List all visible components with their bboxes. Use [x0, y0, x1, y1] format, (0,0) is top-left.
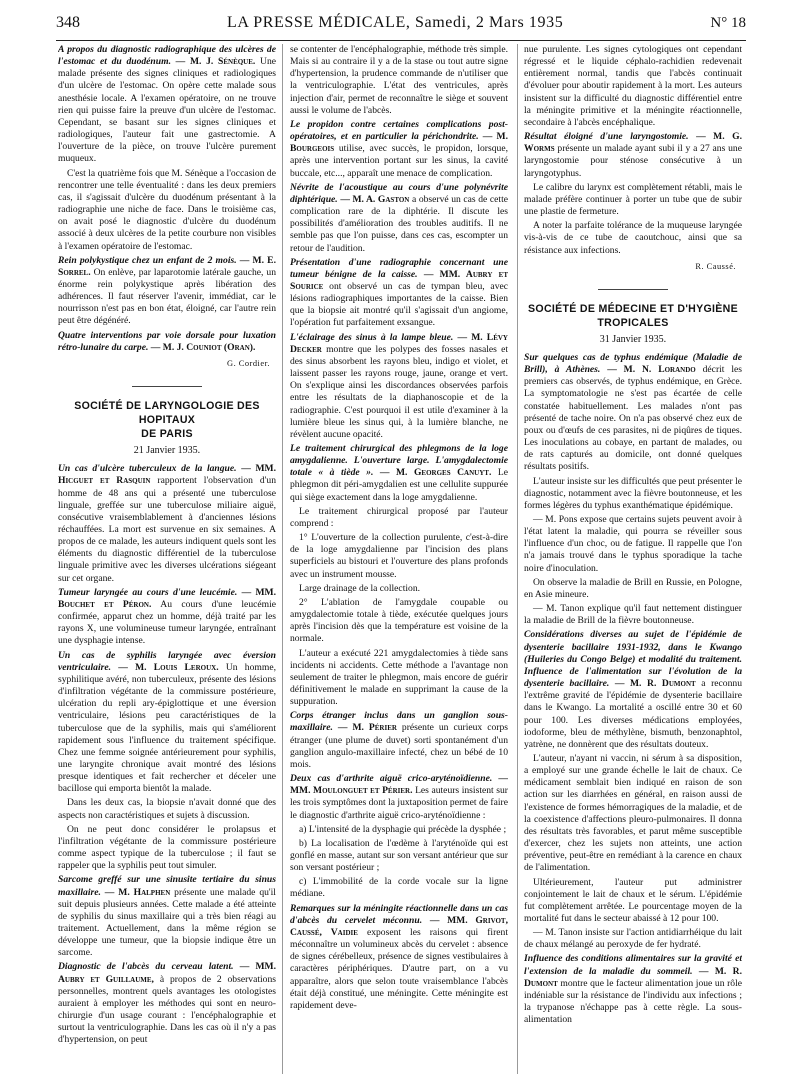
article-author: — M. Périer — [337, 722, 397, 734]
article-text: a reconnu l'extrême gravité de l'épidémie de dysenterie bacillaire dans le Kwango. La mortalité a oscillé entre 30 et 60 pour 100. Les diverses médications employées, iodoforme, bleu de méthylène, bismuth, benzonaphtol, yatrène, ne donnèrent que des résultats douteux. — [524, 678, 742, 750]
paragraph: — M. Pons expose que certains sujets peuvent avoir à l'état latent la maladie, qui pourra se réveiller sous l'influence d'un choc, ou de fatigue. Il rappelle que l'on n'a jamais trouvé dans le typhus sporadique la tache noire d'inoculation. — [524, 514, 742, 574]
article-title: Le traitement chirurgical des phlegmons de la loge amygdalienne. L'ouverture large. L'amygdalectomie totale « à tiède ». — [290, 443, 508, 479]
column-separator — [282, 44, 283, 1074]
article-text: Au cours d'une leucémie confirmée, apparut chez un homme, déjà traité par les rayons X, une volumineuse tumeur laryngée, entraînant une dysphagie intense. — [58, 598, 276, 647]
article-author: — M. E. Sorrel. — [58, 254, 276, 278]
article-text: Un homme, syphilitique avéré, non tuberculeux, présente des lésions d'infiltration végétante de la commissure postérieure, ulcération du repli ary-épiglottique et une éversion ventriculaire, lésions peu caractéristiques de la tuberculose que de la syphilis, mais qui s'améliorent rapidement sous l'influence du traitement spécifique. Chez une femme soignée antérieurement pour syphilis, une laryngite chronique avait montré des lésions presque identiques et fait rechercher et déceler une bacillose qui emporta bientôt la malade. — [58, 661, 276, 795]
article-text: ont observé un cas de tympan bleu, avec lésions radiographiques importantes de la caisse. Bien que la biopsie ait montré qu'il s'agissait d'un angiome, l'opération fut parfaitement exsangue. — [290, 280, 508, 329]
article — [290, 182, 508, 255]
article-author: — M. J. Sénèque. — [175, 56, 256, 68]
session-date: 21 Janvier 1935. — [133, 445, 201, 457]
article-title: Le propidon contre certaines complications post-opératoires, et en particulier la périchondrite. — [290, 118, 508, 143]
paragraph: On ne peut donc considérer le prolapsus et l'infiltration végétante de la commissure postérieure comme aspect typique de la tuberculose ; il faut se rappeler que la syphilis peut tout simuler. — [58, 823, 276, 872]
article-text: rapportent l'observation d'un homme de 48 ans qui a présenté une tuberculose linguale, greffée sur une tuberculose miliaire aiguë, consécutive vraisemblablement à d'anciennes lésions réchauffées. La mort est survenue en six semaines. A propos de ce malade, les auteurs indiquent quels sont les éléments du diagnostic différentiel de la tuberculose linguale primitive avec les diverses ulcérations siégeant sur cet organe. — [58, 475, 276, 584]
article-text: Les auteurs insistent sur les trois symptômes dont la juxtaposition permet de faire le diagnostic d'arthrite aiguë crico-aryténoïdienne : — [290, 785, 508, 821]
article-text: Une malade présente des signes cliniques et radiologiques d'un ulcère de l'estomac. On opère cette malade sous anesthésie locale. A l'examen opératoire, on ne trouve rien qui puisse faire la preuve d'un ulcère de l'estomac. Cependant, se basant sur les signes cliniques et radiologiques, l'auteur fait une gastrectomie. A l'ouverture de la pièce, on trouve l'ulcère purement muqueux. — [58, 56, 276, 165]
article-text: utilise, avec succès, le propidon, lorsque, après une intervention portant sur les sinus, la cavité buccale, etc..., apparaît une menace de complication. — [290, 143, 508, 179]
journal-title: LA PRESSE MÉDICALE, Samedi, 2 Mars 1935 — [227, 14, 564, 31]
article-title: Névrite de l'acoustique au cours d'une polynévrite diphtérique. — [290, 181, 508, 205]
column-3 — [524, 44, 742, 1074]
article — [290, 119, 508, 180]
session-date: 31 Janvier 1935. — [599, 333, 667, 345]
article — [290, 773, 508, 822]
paragraph: Dans les deux cas, la biopsie n'avait donné que des aspects non caractéristiques et sujets à discussion. — [58, 797, 276, 821]
article-author: — M. R. Dumont — [614, 678, 696, 690]
article-author: — MM. Moulonguet et Périer. — [290, 773, 508, 797]
signature: R. Caussé. — [695, 261, 736, 271]
article-author: — MM. Aubry et Guillaume, — [58, 961, 276, 985]
article — [58, 874, 276, 959]
article-text: présente une malade qu'il suit depuis plusieurs années. Cette malade a été atteinte de syphilis du sinus maxillaire qui a très bien réagi au traitement. Actuellement, dans la même région se développe une tumeur, que la biopsie indique être un sarcome. — [58, 886, 276, 959]
society-heading: SOCIÉTÉ DE MÉDECINE ET D'HYGIÈNE TROPICALES — [528, 302, 738, 329]
article-text: présente un malade ayant subi il y a 27 ans une laryngostomie pour sténose consécutive à un laryngotyphus. — [524, 143, 742, 179]
article-title: Sur quelques cas de typhus endémique (Maladie de Brill), à Athènes. — [524, 351, 742, 376]
article-author: — MM. Bouchet et Péron. — [58, 586, 276, 610]
paragraph: Ultérieurement, l'auteur put administrer conjointement le lait de chaux et le sérum. L'épidémie fut complètement arrêtée. Le pourcentage moyen de la mortalité fut dans le secteur abaissé à 12 pour 100. — [524, 876, 742, 924]
article-text: décrit les premiers cas observés, de typhus endémique, en Grèce. La symptomatologie ne s'est pas écartée de celle constatée habituellement. Les malades n'ont pas présenté de tache noire. On n'a pas observé chez eux de poux ou d'œufs de ces parasites, ni de piqûres de tiques. Les inoculations au cobaye, en partant de malades, ou de rats capturés au domicile, ont donné quelques résultats positifs. — [524, 364, 742, 473]
issue-number: N° 18 — [710, 15, 746, 31]
article-author: — M. Halphen — [104, 886, 171, 898]
article-author: — M. Bourgeois — [290, 131, 508, 155]
article-text: présente un curieux corps étranger (une plume de duvet) sorti spontanément d'un ganglion angulo-maxillaire infecté, chez un bébé de 10 mois. — [290, 722, 508, 770]
article — [58, 650, 276, 796]
paragraph: On observe la maladie de Brill en Russie, en Pologne, en Asie mineure. — [524, 576, 742, 600]
paragraph: — M. Tanon explique qu'il faut nettement distinguer la maladie de Brill de la fièvre boutonneuse. — [524, 603, 742, 627]
article-text: montre que le facteur alimentation joue un rôle indéniable sur la résistance de l'individu aux infections ; la trypanose n'échappe pas à cette règle. La sous-alimentation — [524, 977, 742, 1026]
article — [58, 587, 276, 648]
article-title: Rein polykystique chez un enfant de 2 mois. — [58, 254, 237, 266]
article-title: Un cas d'ulcère tuberculeux de la langue. — [58, 463, 237, 475]
article-title: Présentation d'une radiographie concernant une tumeur bénigne de la caisse. — [290, 256, 508, 280]
article-author: — M. G. Worms — [524, 131, 742, 155]
article-title: L'éclairage des sinus à la lampe bleue. — [290, 331, 454, 343]
paragraph: a) L'intensité de la dysphagie qui précède la dysphée ; — [299, 823, 507, 835]
article-title: Influence des conditions alimentaires sur la gravité et l'extension de la maladie du sommeil. — [524, 953, 742, 977]
paragraph: — M. Tanon insiste sur l'action antidiarrhéique du lait de chaux mélangé au peroxyde de fer hydraté. — [524, 927, 742, 951]
article — [524, 629, 742, 751]
paragraph: L'auteur a exécuté 221 amygdalectomies à tiède sans incidents ni accidents. Cette méthode a l'avantage non seulement de traiter le phlegmon, mais encore de guérir définitivement le malade en supprimant la cause de la suppuration. — [290, 647, 508, 708]
signature: G. Cordier. — [227, 358, 270, 368]
article-text: exposent les raisons qui firent méconnaître un volumineux abcès du cervelet : absence de signes cérébelleux, présence de signes vestibulaires à caractères périphériques. D'autre part, on a vu apparaître, alors que selon toute vraisemblance l'abcès était déjà constitué, une méningite. Cette méningite est rapidement deve- — [290, 926, 508, 1011]
article-title: Deux cas d'arthrite aiguë crico-aryténoïdienne. — [290, 773, 493, 785]
article-title: Quatre interventions par voie dorsale pour luxation rétro-lunaire du carpe. — [58, 329, 276, 353]
article — [524, 352, 742, 474]
article — [524, 131, 742, 180]
column-separator — [517, 44, 518, 1074]
paragraph: L'auteur, n'ayant ni vaccin, ni sérum à sa disposition, a employé sur une grande échelle le lait de chaux. Ce médicament semblait bien indiqué en raison de son action sur les diarrhées en général, en raison aussi de l'existence de formes hémorragiques de la maladie, et de la coexistence d'affections pleuro-pulmonaires. Il donna des résultats très favorables, et parut même susceptible d'exercer, chez les sujets non atteints, une action préventive, peut-être en remédiant à la carence en chaux de l'alimentation. — [524, 752, 742, 874]
paragraph: C'est la quatrième fois que M. Sénèque a l'occasion de rencontrer une telle éventualité : dans les deux premiers cas, il s'agissait d'ulcère du duodénum présentant à la radiographie une niche de face. Dans le troisième cas, on avait posé le diagnostic d'ulcère du duodénum associé à deux ulcères de la petite courbure non visibles à l'examen opératoire de l'estomac. — [58, 167, 276, 252]
article-text: a observé un cas de cette complication rare de la diphtérie. Il discute les possibilités d'amélioration des troubles auditifs. Il ne semble pas que l'on puisse, dans ces cas, escompter un retour de l'audition. — [290, 193, 508, 254]
column-1 — [58, 44, 276, 1074]
article — [290, 903, 508, 1012]
article-title: Remarques sur la méningite réactionnelle dans un cas d'abcès du cervelet méconnu. — [290, 902, 508, 926]
article-text: Le phlegmon dit péri-amygdalien est une cellulite suppurée qui siège exactement dans la loge amygdalienne. — [290, 467, 508, 503]
article — [290, 257, 508, 330]
article-title: Résultat éloigné d'une laryngostomie. — [524, 131, 689, 143]
article-title: Considérations diverses au sujet de l'épidémie de dysenterie bacillaire 1931-1932, dans le Kwango (Huileries du Congo Belge) et modalité du traitement. Influence de l'alimentation sur l'évolution de la dysenterie bacillaire. — [524, 629, 742, 690]
article — [290, 443, 508, 504]
article-author: — MM. Aubry et Sourice — [290, 268, 508, 292]
society-heading — [58, 399, 276, 441]
article-author: — M. Lévy Decker — [290, 331, 508, 355]
article-title: A propos du diagnostic radiographique des ulcères de l'estomac et du duodénum. — [58, 44, 276, 68]
article — [58, 463, 276, 585]
running-header — [56, 14, 746, 38]
article-text: à propos de 2 observations personnelles, montrent quels avantages les otologistes auraient à employer les méthodes qui sont en neuro-chirurgie d'un usage courant : l'encéphalographie et surtout la ventriculographie. Dans les cas où il n'y a pas d'hypertension, on peut — [58, 973, 276, 1046]
section-divider — [598, 289, 668, 290]
article — [58, 44, 276, 166]
article-author: — M. J. Couniot (Oran). — [150, 341, 256, 353]
paragraph: 1° L'ouverture de la collection purulente, c'est-à-dire de la loge amygdalienne par l'incision des plans superficiels au bistouri et l'ouverture des plans profonds avec un instrument mousse. — [290, 532, 508, 580]
article-title: Diagnostic de l'abcès du cerveau latent. — [58, 961, 234, 973]
paragraph: Large drainage de la collection. — [299, 582, 421, 594]
column-2 — [290, 44, 508, 1074]
header-rule — [56, 40, 746, 41]
article-author: — M. A. Gaston — [340, 193, 410, 205]
article-author: — M. Louis Leroux. — [118, 661, 219, 673]
article-title: Tumeur laryngée au cours d'une leucémie. — [58, 586, 238, 598]
article — [58, 330, 276, 354]
article-author: — M. Georges Canuyt. — [379, 467, 492, 479]
article-author: — M. R. Dumont — [524, 965, 742, 989]
article — [58, 255, 276, 328]
paragraph: A noter la parfaite tolérance de la muqueuse laryngée vis-à-vis de ce tube de caoutchouc, ainsi que sa résistance aux infections. — [524, 220, 742, 256]
paragraph: nue purulente. Les signes cytologiques ont cependant régressé et le liquide céphalo-rachidien redevenait entièrement normal, tandis que l'abcès continuait d'évoluer pour aboutir rapidement à la mort. Les auteurs insistent sur la difficulté du diagnostic différentiel entre la méningite primitive et la méningite réactionnelle, secondaire à l'abcès encéphalique. — [524, 44, 742, 128]
article-author: — MM. Grivot, Caussé, Vaidie — [290, 914, 508, 938]
article-author: — M. N. Lorando — [607, 364, 696, 376]
paragraph: L'auteur insiste sur les difficultés que peut présenter le diagnostic, notamment avec la fièvre boutonneuse, et les formes légères du typhus exanthématique épidémique. — [524, 475, 742, 511]
article — [290, 332, 508, 441]
article-text: On enlève, par laparotomie latérale gauche, un énorme rein polykystique après libération des adhérences. Il faut réserver l'avenir, immédiat, car le nourrisson n'est pas en bon état, éloigné, car l'autre rein peut être dégénéré. — [58, 266, 276, 327]
section-divider — [132, 386, 202, 387]
article-title: Un cas de syphilis laryngée avec éversion ventriculaire. — [58, 649, 276, 673]
paragraph: Le traitement chirurgical proposé par l'auteur comprend : — [290, 505, 508, 529]
article-title: Sarcome greffé sur une sinusite tertiaire du sinus maxillaire. — [58, 874, 276, 898]
paragraph: c) L'immobilité de la corde vocale sur la ligne médiane. — [290, 876, 508, 900]
article — [58, 961, 276, 1046]
paragraph: Le calibre du larynx est complètement rétabli, mais le malade préfère continuer à porter un tube que de subir une plastie de fermeture. — [524, 181, 742, 218]
paragraph: 2° L'ablation de l'amygdale coupable ou amygdalectomie totale à tiède, exécutée quelques jours après l'incision dès que la température est voisine de la normale. — [290, 596, 508, 645]
society-heading-line: DE PARIS — [141, 428, 193, 441]
paragraph: b) La localisation de l'œdème à l'aryténoïde qui est gonflé en masse, autant sur son versant antérieur que sur son versant postérieur ; — [290, 837, 508, 874]
society-heading-line: SOCIÉTÉ DE LARYNGOLOGIE DES HOPITAUX — [74, 400, 260, 427]
article-text: montre que les polypes des fosses nasales et des sinus absorbent les rayons bleu, indigo et violet, et laissent passer les rayons rouge, jaune, orange et vert. On s'explique ainsi les discordances observées parfois entre les résultats de la diaphanoscopie et de la radiographie. C'est pourquoi il est utile d'examiner à la lumière bleue les sinus qui, à la lumière blanche, ne révèlent aucune opacité. — [290, 343, 508, 440]
article — [290, 710, 508, 771]
article-title: Corps étranger inclus dans un ganglion sous-maxillaire. — [290, 710, 508, 734]
article-author: — MM. Hicguet et Rasquin — [58, 463, 276, 487]
article — [524, 953, 742, 1026]
paragraph: se contenter de l'encéphalographie, méthode très simple. Mais si au contraire il y a de la stase ou tout autre signe d'hypertension, la prudence commande de n'utiliser que la ventriculographie. L'état des ventricules, après injection d'air, permet de reconnaître le siège et souvent aussi le volume de l'abcès. — [290, 44, 508, 116]
page-number: 348 — [56, 14, 80, 31]
